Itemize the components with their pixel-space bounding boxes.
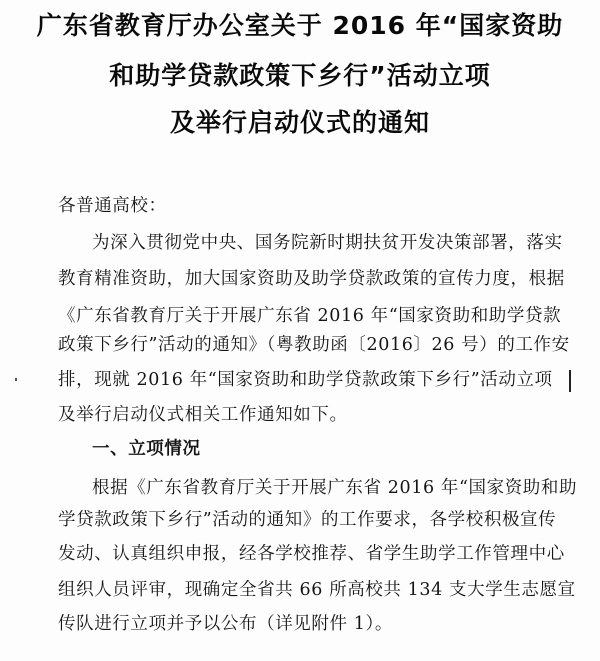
- intro-line-2: 教育精准资助，加大国家资助及助学贷款政策的宣传力度，根据: [58, 269, 565, 289]
- section1-line-4: 组织人员评审，现确定全省共 66 所高校共 134 支大学生志愿宣: [58, 580, 576, 600]
- title-line-1: 广东省教育厅办公室关于 2016 年“国家资助: [36, 11, 564, 40]
- salutation: 各普通高校：: [58, 196, 167, 216]
- intro-line-6: 及举行启动仪式相关工作通知如下。: [58, 405, 348, 425]
- intro-line-3: 《广东省教育厅关于开展广东省 2016 年“国家资助和助学贷款: [58, 306, 562, 326]
- intro-line-5: 排，现就 2016 年“国家资助和助学贷款政策下乡行”活动立项: [58, 370, 553, 390]
- title-line-2: 和助学贷款政策下乡行”活动立项: [109, 61, 491, 90]
- section-heading-1: 一、立项情况: [92, 439, 201, 459]
- section1-line-5: 传队进行立项并予以公布（详见附件 1）。: [58, 614, 393, 634]
- intro-line-1: 为深入贯彻党中央、国务院新时期扶贫开发决策部署，落实: [92, 233, 563, 253]
- title-line-3: 及举行启动仪式的通知: [169, 108, 430, 137]
- scan-speck: [15, 378, 17, 381]
- section1-line-1: 根据《广东省教育厅关于开展广东省 2016 年“国家资助和助: [92, 478, 578, 498]
- text-cursor-mark: [569, 370, 571, 392]
- intro-line-4: 政策下乡行”活动的通知》（粤教助函〔2016〕26 号）的工作安: [58, 335, 570, 355]
- section1-line-2: 学贷款政策下乡行”活动的通知》的工作要求，各学校积极宣传: [58, 510, 557, 530]
- section1-line-3: 发动、认真组织申报，经各学校推荐、省学生助学工作管理中心: [58, 544, 565, 564]
